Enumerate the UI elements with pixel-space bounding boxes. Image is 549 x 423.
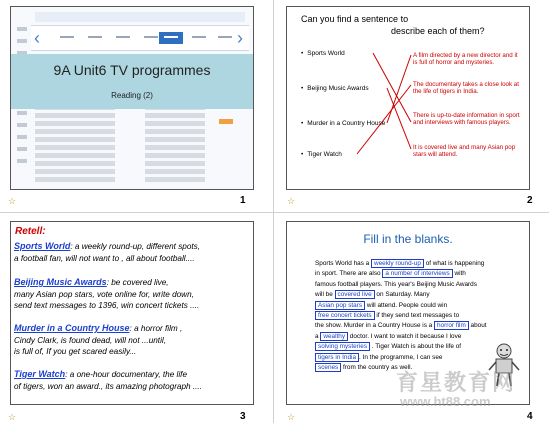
answer-box: scenes [315,363,341,372]
slide-star-icon: ☆ [287,196,296,206]
page-number: 4 [527,411,533,422]
answer-box: solving mysteries [315,342,370,351]
page-number: 1 [240,195,246,206]
screenshot-orange-badge [219,119,233,124]
nav-tab [187,32,211,44]
slide-1 [10,6,254,190]
answer-box: a number of interviews [382,269,452,278]
nav-tab [83,32,107,44]
chevron-left-icon: ‹ [34,28,40,48]
slide-star-icon: ☆ [8,412,17,422]
answer-box: covered live [335,290,375,299]
retell-paragraph: Beijing Music Awards: be covered live, many Asian pop stars, vote online for, write down, send text messages to 1396, win concert tickets .... [14,277,200,310]
nav-tab [111,32,135,44]
retell-paragraph: Tiger Watch: a one-hour documentary, the life of tigers, won an award., its amazing photograph .... [14,369,202,391]
list-item: • Murder in a Country House [301,120,386,127]
description: The documentary takes a close look at the life of tigers in India. [413,81,519,96]
screenshot-listing [35,105,235,185]
fill-blanks-heading: Fill in the blanks. [363,232,453,246]
nav-tab [213,32,237,44]
retell-paragraph: Sports World: a weekly round-up, different spots, a football fan, will not want to , all about football.... [14,241,201,263]
description: It is covered live and many Asian pop stars will attend. [413,144,516,159]
page-number: 3 [240,411,246,422]
fill-blanks-text: Sports World has a weekly round-up of what is happening in sport. There are also a number of interviews with famous football players. This year's Beijing Music Awards will be covered live on Saturday. Many Asian pop stars will attend. People could win free concert tickets if they send text messages to the show. Murder in a Country House is a horror film about a wealthy doctor. I want to watch it because I love solving mysteries . Tiger Watch is about the life of tigers in India . In the programme, I can see scenes from the country as well. [315,260,487,372]
answer-box: weekly round-up [371,259,424,268]
slide-3 [10,221,254,405]
slide-2 [286,6,530,190]
description: A film directed by a new director and it is full of horror and mysteries. [413,52,518,67]
matching-lines [287,7,529,189]
watermark-logo-text: 育星教育网 [396,370,517,395]
match-line [373,53,411,122]
answer-box: Asian pop stars [315,301,365,310]
retell-heading: Retell: [15,226,46,237]
answer-box: wealthy [320,332,348,341]
description: There is up-to-date information in sport and interviews with famous players. [413,112,520,127]
watermark-url: www.ht88.com [400,394,491,409]
slide-subtitle: Reading (2) [111,91,153,100]
match-line [357,85,411,154]
horizontal-divider [0,212,549,213]
answer-box: free concert tickets [315,311,375,320]
question-line-2: describe each of them? [391,26,485,36]
screenshot-nav-strip [31,25,249,51]
retell-paragraph: Murder in a Country House: a horror film , Cindy Clark, is found dead, will not ...until, is full of, If you get scared easily... [14,323,183,356]
screenshot-header-bar [35,12,245,22]
list-item: • Tiger Watch [301,151,342,158]
list-item: • Beijing Music Awards [301,85,369,92]
nav-tab-selected [159,32,183,44]
answer-box: horror film [434,321,469,330]
slide-star-icon: ☆ [8,196,17,206]
slide-title: 9A Unit6 TV programmes [53,62,211,78]
slide-star-icon: ☆ [287,412,296,422]
nav-tab [55,32,79,44]
chevron-right-icon: › [237,28,243,48]
title-banner [11,54,253,109]
list-item: • Sports World [301,50,345,57]
answer-box: tigers in India [315,353,359,362]
match-line [387,88,411,149]
page-number: 2 [527,195,533,206]
question-line-1: Can you find a sentence to [301,14,409,24]
